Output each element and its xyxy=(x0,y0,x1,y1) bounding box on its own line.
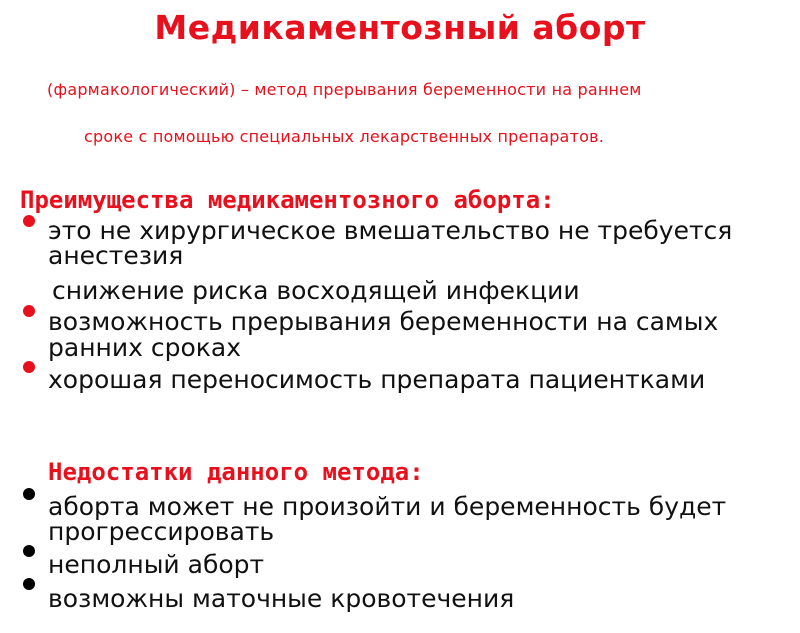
bullet-icon xyxy=(23,305,35,317)
advantage-item-4: хорошая переносимость препарата пациентками xyxy=(48,365,706,394)
bullet-icon xyxy=(23,215,35,227)
disadvantages-heading: Недостатки данного метода: xyxy=(48,458,424,486)
advantages-heading: Преимущества медикаментозного аборта: xyxy=(20,186,555,214)
disadvantage-item-1-line-2: прогрессировать xyxy=(48,517,275,546)
bullet-icon xyxy=(23,361,35,373)
advantage-item-1-line-2: анестезия xyxy=(48,241,184,270)
bullet-icon xyxy=(23,488,35,500)
advantage-item-2: снижение риска восходящей инфекции xyxy=(52,276,580,305)
disadvantage-item-2: неполный аборт xyxy=(48,550,265,579)
bullet-icon xyxy=(23,578,35,590)
advantage-item-3-line-2: ранних сроках xyxy=(48,333,241,362)
disadvantage-item-1-line-1: аборта может не произойти и беременность будет xyxy=(48,492,727,521)
intro-line-1: (фармакологический) – метод прерывания беременности на раннем xyxy=(47,80,642,99)
intro-line-2: сроке с помощью специальных лекарственных препаратов. xyxy=(84,127,604,146)
advantage-item-1-line-1: это не хирургическое вмешательство не требуется xyxy=(48,216,733,245)
bullet-icon xyxy=(23,545,35,557)
page-title: Медикаментозный аборт xyxy=(154,8,646,47)
disadvantage-item-3: возможны маточные кровотечения xyxy=(48,584,515,613)
advantage-item-3-line-1: возможность прерывания беременности на самых xyxy=(48,307,719,336)
